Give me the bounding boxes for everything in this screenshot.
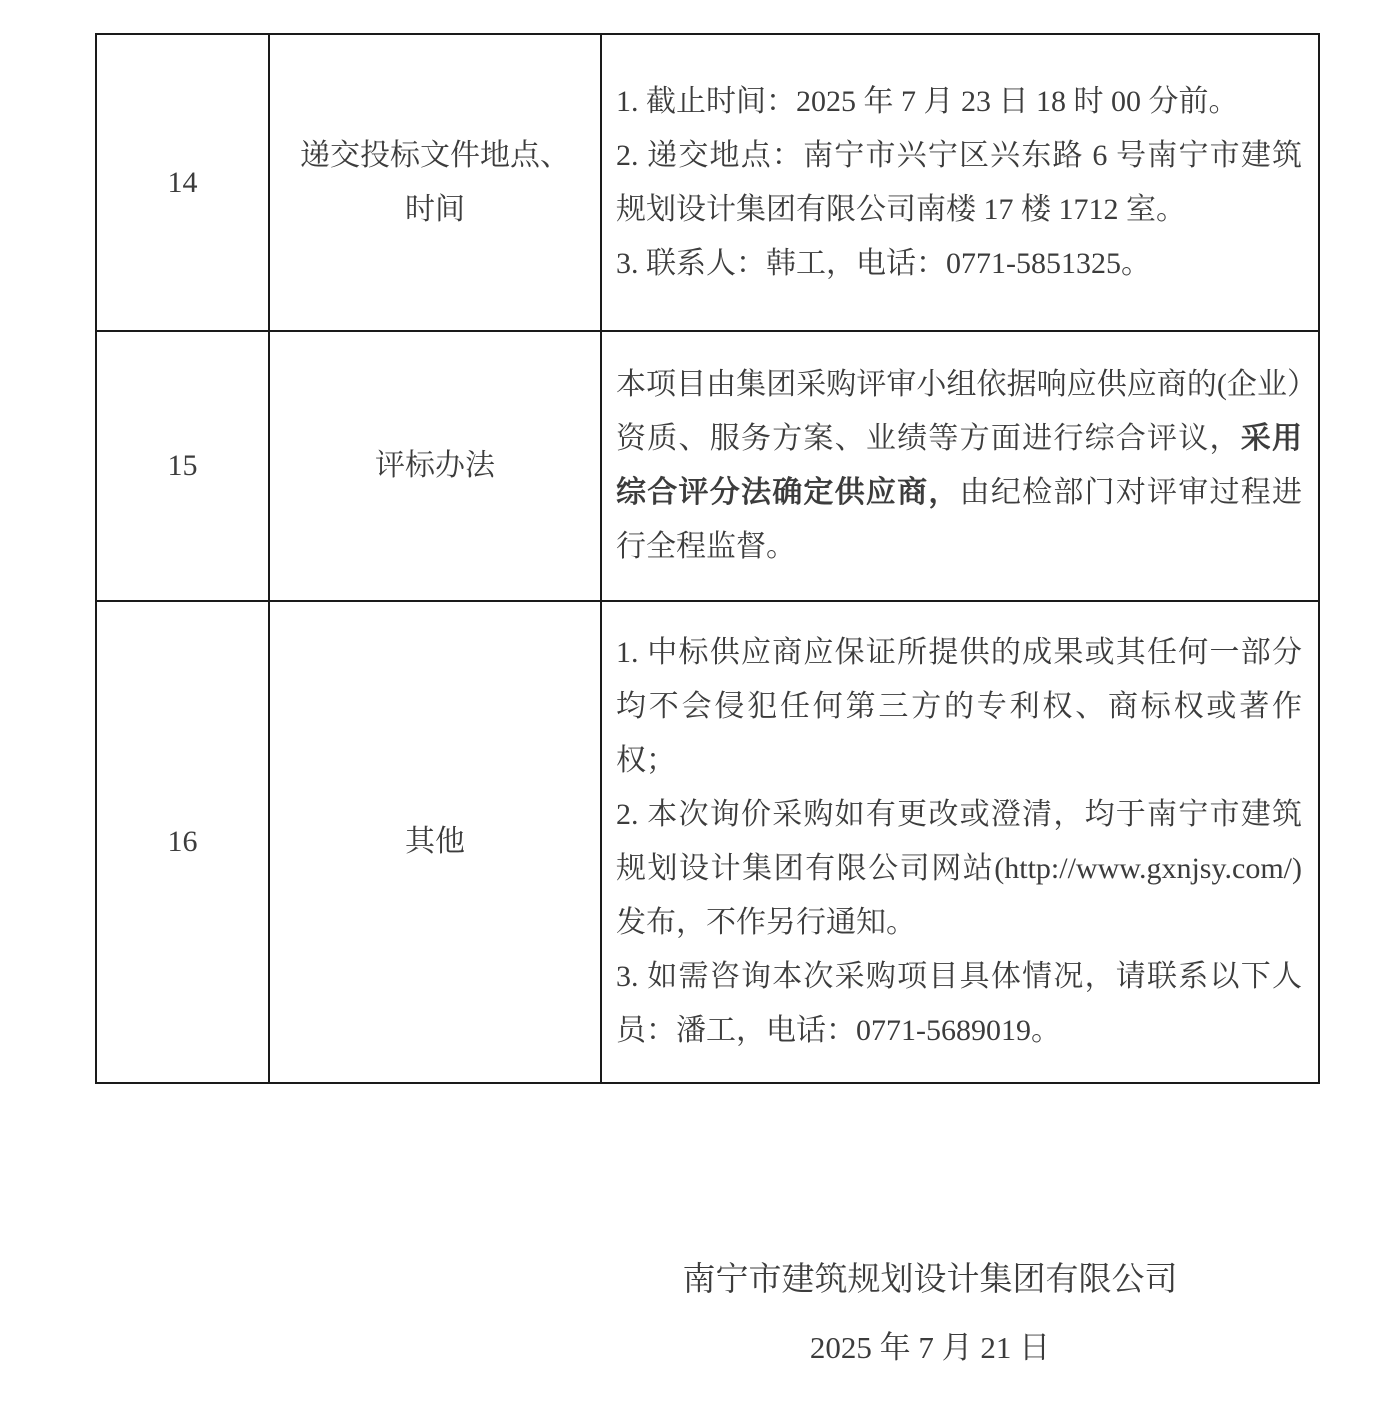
signature-date: 2025 年 7 月 21 日 bbox=[809, 1330, 1051, 1365]
row-14-content-cell bbox=[602, 35, 1318, 332]
bold-text-run: 采用综合评分法确定供应商， bbox=[616, 422, 1303, 509]
row-16-label-cell bbox=[270, 602, 602, 1082]
content-paragraph: 3. 如需咨询本次采购项目具体情况，请联系以下人员：潘工，电话：0771-5689019。 bbox=[616, 960, 1302, 1047]
text-run: 由纪检部门对评审过程进行全程监督。 bbox=[616, 476, 1303, 563]
row-16-content-cell bbox=[602, 602, 1318, 1082]
row-15-label-cell bbox=[270, 332, 602, 602]
signature-block bbox=[520, 1258, 1340, 1370]
content-paragraph: 2. 递交地点：南宁市兴宁区兴东路 6 号南宁市建筑规划设计集团有限公司南楼 17 楼 1712 室。 bbox=[616, 138, 1302, 226]
row-label-line: 递交投标文件地点、 bbox=[300, 138, 570, 172]
content-paragraph bbox=[616, 358, 1302, 574]
content-paragraph: 1. 中标供应商应保证所提供的成果或其任何一部分均不会侵犯任何第三方的专利权、商标权或著作权； bbox=[616, 636, 1302, 777]
signature-company-name: 南宁市建筑规划设计集团有限公司 bbox=[682, 1262, 1178, 1298]
row-number: 15 bbox=[167, 449, 198, 482]
row-14-label-cell bbox=[270, 35, 602, 332]
row-15-number-cell bbox=[97, 332, 270, 602]
row-label-line: 评标办法 bbox=[375, 449, 495, 482]
row-number: 16 bbox=[167, 825, 198, 858]
row-15-content-cell bbox=[602, 332, 1318, 602]
procurement-info-table bbox=[95, 33, 1320, 1084]
row-14-number-cell bbox=[97, 35, 270, 332]
text-run: 本项目由集团采购评审小组依据响应供应商的(企业）资质、服务方案、业绩等方面进行综合评议， bbox=[616, 368, 1302, 455]
content-paragraph: 3. 联系人：韩工，电话：0771-5851325。 bbox=[616, 246, 1151, 280]
row-number: 14 bbox=[167, 165, 198, 199]
content-paragraph: 1. 截止时间：2025 年 7 月 23 日 18 时 00 分前。 bbox=[616, 84, 1239, 118]
content-paragraph: 2. 本次询价采购如有更改或澄清，均于南宁市建筑规划设计集团有限公司网站(http://www.gxnjsy.com/)发布，不作另行通知。 bbox=[616, 798, 1302, 939]
row-label-line: 其他 bbox=[405, 825, 465, 858]
row-16-number-cell bbox=[97, 602, 270, 1082]
row-label-line: 时间 bbox=[405, 192, 465, 226]
